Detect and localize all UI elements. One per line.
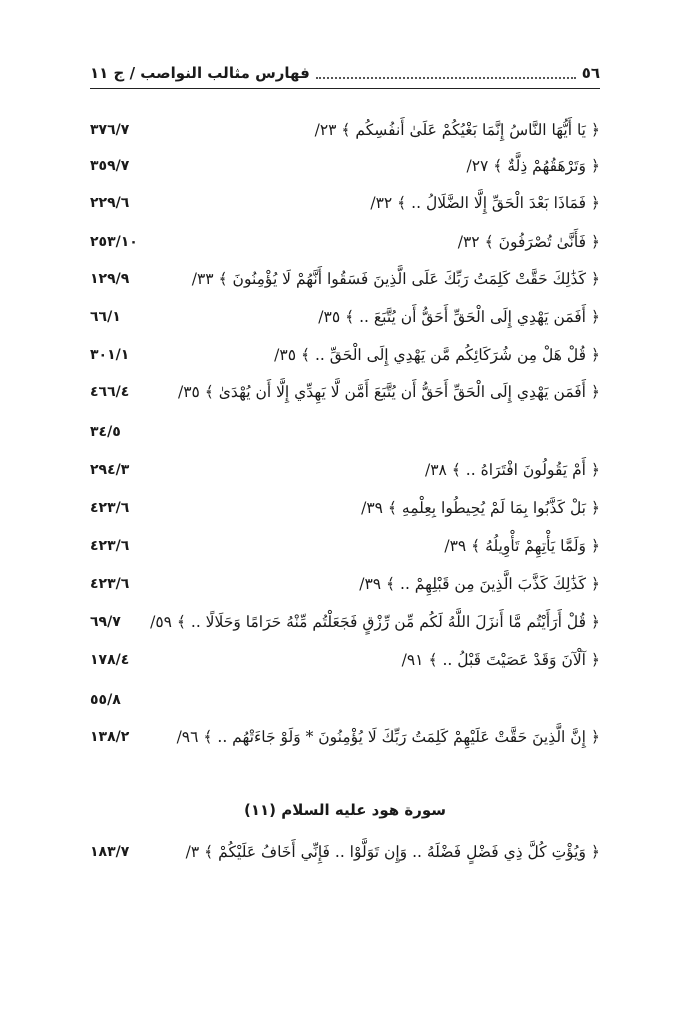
header-dot-leader bbox=[316, 67, 576, 79]
page-header bbox=[90, 60, 600, 86]
running-title: فهارس مثالب النواصب / ج ١١ bbox=[90, 64, 310, 82]
index-row bbox=[90, 265, 600, 293]
surah-heading: سورة هود عليه السلام (١١) bbox=[243, 801, 447, 819]
index-row bbox=[90, 189, 600, 217]
index-row bbox=[90, 378, 600, 406]
verse-text: ﴿ وَتَرْهَقُهُمْ ذِلَّةٌ ﴾ ٢٧/ bbox=[466, 157, 600, 175]
page-reference: ٦٩/٧ bbox=[90, 614, 121, 630]
verse-text: ﴿ قُلْ هَلْ مِن شُرَكَائِكُم مَّن يَهْدِي إِلَى الْحَقِّ .. ﴾ ٣٥/ bbox=[274, 346, 600, 364]
page-reference: ١٨٣/٧ bbox=[90, 844, 130, 860]
page-reference: ١٢٩/٩ bbox=[90, 271, 130, 287]
verse-text: ﴿ إِنَّ الَّذِينَ حَقَّتْ عَلَيْهِمْ كَلِمَتُ رَبِّكَ لَا يُؤْمِنُونَ * وَلَوْ جَاءَتْهُم .. ﴾ ٩٦/ bbox=[176, 728, 600, 746]
page-reference: ٢٩٤/٣ bbox=[90, 462, 130, 478]
verse-text: ﴿ أَمْ يَقُولُونَ افْتَرَاهُ .. ﴾ ٣٨/ bbox=[424, 461, 600, 479]
index-row bbox=[90, 116, 600, 144]
verse-text: ﴿ كَذَٰلِكَ حَقَّتْ كَلِمَتُ رَبِّكَ عَلَى الَّذِينَ فَسَقُوا أَنَّهُمْ لَا يُؤْمِنُونَ ﴾ ٣٣/ bbox=[191, 270, 600, 288]
verse-text: ﴿ يَا أَيُّهَا النَّاسُ إِنَّمَا بَغْيُكُمْ عَلَىٰ أَنفُسِكُم ﴾ ٢٣/ bbox=[314, 121, 600, 139]
verse-text: ﴿ كَذَٰلِكَ كَذَّبَ الَّذِينَ مِن قَبْلِهِمْ .. ﴾ ٣٩/ bbox=[359, 575, 600, 593]
page-reference: ٣٧٦/٧ bbox=[90, 122, 130, 138]
page-reference: ٣٠١/١ bbox=[90, 347, 130, 363]
page-reference: ٦٦/١ bbox=[90, 309, 121, 325]
index-row bbox=[90, 532, 600, 560]
index-row bbox=[90, 152, 600, 180]
verse-text: ﴿ آلْآنَ وَقَدْ عَصَيْتَ قَبْلُ .. ﴾ ٩١/ bbox=[401, 651, 600, 669]
page-reference: ٢٢٩/٦ bbox=[90, 195, 130, 211]
index-row bbox=[90, 646, 600, 674]
page-reference: ٣٥٩/٧ bbox=[90, 158, 130, 174]
page-reference: ١٣٨/٢ bbox=[90, 729, 130, 745]
page-reference: ١٧٨/٤ bbox=[90, 652, 130, 668]
index-row bbox=[90, 228, 600, 256]
verse-text: ﴿ قُلْ أَرَأَيْتُم مَّا أَنزَلَ اللَّهُ لَكُم مِّن رِّزْقٍ فَجَعَلْتُم مِّنْهُ حَرَامًا وَحَلَالًا .. ﴾ ٥٩/ bbox=[150, 613, 600, 631]
index-row bbox=[90, 341, 600, 369]
verse-text: ﴿ أَفَمَن يَهْدِي إِلَى الْحَقِّ أَحَقُّ أَن يُتَّبَعَ أَمَّن لَّا يَهِدِّي إِلَّا أَن يُهْدَىٰ ﴾ ٣٥/ bbox=[177, 383, 600, 401]
page-reference: ٢٥٣/١٠ bbox=[90, 234, 138, 250]
header-rule bbox=[90, 88, 600, 89]
verse-text: ﴿ وَيُؤْتِ كُلَّ ذِي فَضْلٍ فَضْلَهُ .. وَإِن تَوَلَّوْا .. فَإِنِّي أَخَافُ عَلَيْكُمْ ﴾ ٣/ bbox=[185, 843, 600, 861]
index-row bbox=[90, 418, 600, 446]
index-row bbox=[90, 608, 600, 636]
page-reference: ٥٥/٨ bbox=[90, 692, 121, 708]
index-row bbox=[90, 456, 600, 484]
index-row bbox=[90, 570, 600, 598]
verse-text: ﴿ وَلَمَّا يَأْتِهِمْ تَأْوِيلُهُ ﴾ ٣٩/ bbox=[444, 537, 600, 555]
verse-text: ﴿ أَفَمَن يَهْدِي إِلَى الْحَقِّ أَحَقُّ أَن يُتَّبَعَ .. ﴾ ٣٥/ bbox=[318, 308, 600, 326]
verse-text: ﴿ فَمَاذَا بَعْدَ الْحَقِّ إِلَّا الضَّلَالُ .. ﴾ ٣٢/ bbox=[370, 194, 600, 212]
page-reference: ٤٢٣/٦ bbox=[90, 576, 130, 592]
page-reference: ٣٤/٥ bbox=[90, 424, 121, 440]
index-row bbox=[90, 303, 600, 331]
verse-text: ﴿ فَأَنَّىٰ تُصْرَفُونَ ﴾ ٣٢/ bbox=[457, 233, 600, 251]
page-reference: ٤٦٦/٤ bbox=[90, 384, 130, 400]
verse-text: ﴿ بَلْ كَذَّبُوا بِمَا لَمْ يُحِيطُوا بِعِلْمِهِ ﴾ ٣٩/ bbox=[361, 499, 600, 517]
index-row bbox=[90, 494, 600, 522]
index-row bbox=[90, 723, 600, 751]
index-row bbox=[90, 686, 600, 714]
page-reference: ٤٢٣/٦ bbox=[90, 500, 130, 516]
page-reference: ٤٢٣/٦ bbox=[90, 538, 130, 554]
page-number: ٥٦ bbox=[581, 64, 600, 82]
index-row bbox=[90, 838, 600, 866]
